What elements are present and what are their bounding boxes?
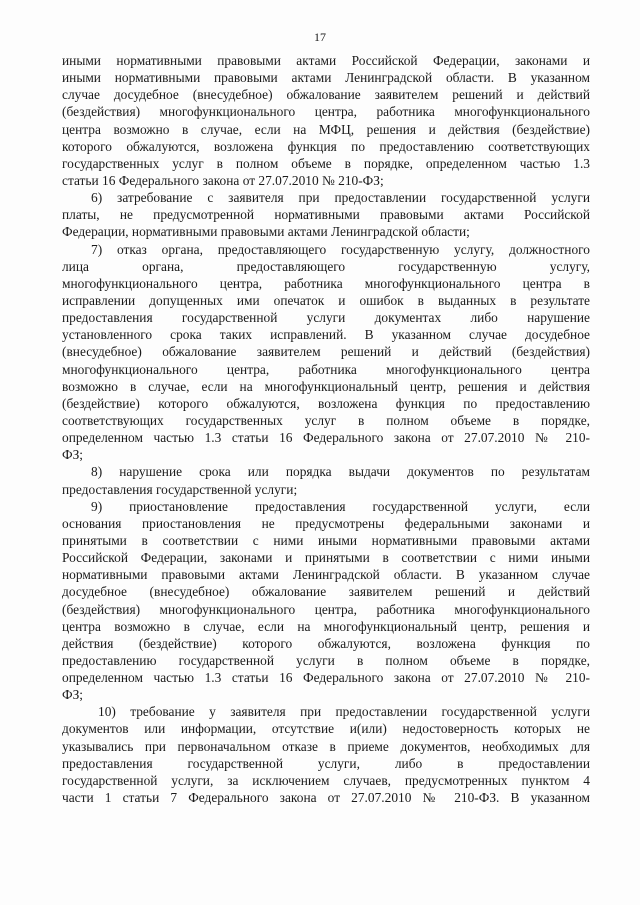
- text-line: (внесудебное) обжалование заявителем решений и действий (бездействия): [62, 344, 590, 360]
- text-line: основания приостановления не предусмотрены федеральными законами и: [62, 515, 590, 531]
- text-line: документов или информации, отсутствие и(или) недостоверность которых не: [62, 721, 590, 737]
- text-line: центра возможно в случае, если на МФЦ, решения и действия (бездействие): [62, 121, 590, 137]
- text-line: соответствующих государственных услуг в полном объеме в порядке,: [62, 412, 590, 428]
- text-line: иными нормативными правовыми актами Российской Федерации, законами и: [62, 53, 590, 68]
- text-line: иными нормативными правовыми актами Ленинградской области. В указанном: [62, 70, 590, 86]
- text-line: (бездействия) многофункционального центра, работника многофункционального: [62, 601, 590, 617]
- text-line: ФЗ;: [62, 687, 84, 703]
- text-line: части 1 статьи 7 Федерального закона от 27.07.2010 № 210-ФЗ. В указанном: [62, 790, 590, 806]
- paragraph-item-7: [62, 241, 590, 464]
- paragraph-item-8: [62, 463, 590, 497]
- text-line: случае досудебное (внесудебное) обжалование заявителем решений и действий: [62, 87, 590, 103]
- page-number: 17: [314, 30, 326, 44]
- text-line: 10) требование у заявителя при предоставлении государственной услуги: [98, 704, 590, 720]
- text-line: которого обжалуются, возложена функция по предоставлению соответствующих: [62, 138, 590, 154]
- text-line: статьи 16 Федерального закона от 27.07.2010 № 210-ФЗ;: [62, 172, 384, 188]
- document-body: [62, 52, 590, 806]
- text-line: 9) приостановление предоставления государственной услуги, если: [91, 498, 590, 514]
- text-line: указывались при первоначальном отказе в приеме документов, необходимых для: [62, 738, 590, 754]
- paragraph-item-6: [62, 189, 590, 240]
- text-line: определенном частью 1.3 статьи 16 Федерального закона от 27.07.2010 № 210-: [62, 670, 590, 686]
- text-line: 8) нарушение срока или порядка выдачи документов по результатам: [91, 464, 590, 480]
- text-line: 7) отказ органа, предоставляющего государственную услугу, должностного: [91, 241, 590, 257]
- text-line: лица органа, предоставляющего государственную услугу,: [62, 258, 590, 274]
- text-line: многофункционального центра, работника многофункционального центра: [62, 361, 590, 377]
- text-line: ФЗ;: [62, 447, 84, 463]
- text-line: государственной услуги, за исключением случаев, предусмотренных пунктом 4: [62, 772, 590, 788]
- paragraph-item-9: [62, 498, 590, 704]
- text-line: досудебное (внесудебное) обжалование заявителем решений и действий: [62, 584, 590, 600]
- text-line: установленного срока таких исправлений. В указанном случае досудебное: [62, 327, 590, 343]
- text-line: исправлении допущенных ими опечаток и ошибок в выданных в результате: [62, 292, 590, 308]
- text-line: нормативными правовыми актами Ленинградской области. В указанном случае: [62, 567, 590, 583]
- text-line: многофункционального центра, работника многофункционального центра в: [62, 275, 590, 291]
- text-line: государственных услуг в полном объеме в порядке, определенном частью 1.3: [62, 155, 590, 171]
- text-line: Российской Федерации, законами и принятыми в соответствии с ними иными: [62, 550, 590, 566]
- text-line: предоставлению государственной услуги в полном объеме в порядке,: [62, 652, 590, 668]
- paragraph-1: [62, 52, 590, 189]
- text-line: платы, не предусмотренной нормативными правовыми актами Российской: [62, 207, 590, 223]
- text-line: (бездействие) которого обжалуются, возложена функция по предоставлению: [62, 395, 590, 411]
- text-line: принятыми в соответствии с ними иными нормативными правовыми актами: [62, 532, 590, 548]
- text-line: Федерации, нормативными правовыми актами Ленинградской области;: [62, 224, 470, 240]
- text-line: определенном частью 1.3 статьи 16 Федерального закона от 27.07.2010 № 210-: [62, 430, 590, 446]
- text-line: центра возможно в случае, если на многофункциональный центр, решения и: [62, 618, 590, 634]
- text-line: предоставления государственной услуги;: [62, 481, 298, 497]
- text-line: 6) затребование с заявителя при предоставлении государственной услуги: [91, 190, 590, 206]
- paragraph-item-10: [62, 703, 590, 806]
- text-line: предоставления государственной услуги документах либо нарушение: [62, 310, 590, 326]
- text-line: действия (бездействие) которого обжалуются, возложена функция по: [62, 635, 590, 651]
- text-line: возможно в случае, если на многофункциональный центр, решения и действия: [62, 378, 590, 394]
- text-line: предоставления государственной услуги, либо в предоставлении: [62, 755, 590, 771]
- text-line: (бездействия) многофункционального центра, работника многофункционального: [62, 104, 590, 120]
